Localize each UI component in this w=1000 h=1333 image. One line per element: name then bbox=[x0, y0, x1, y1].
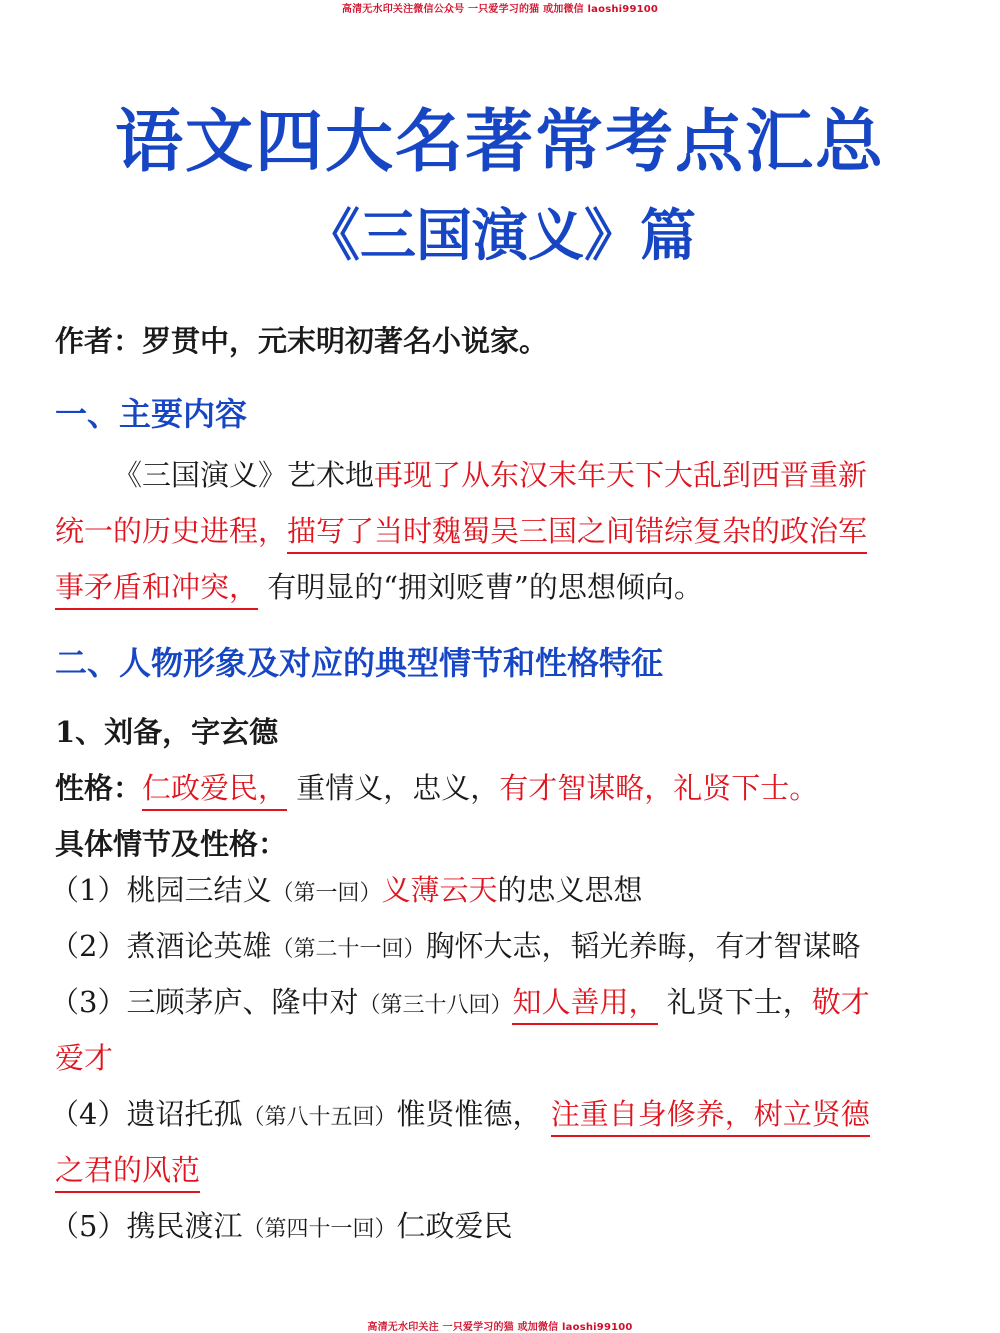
section1-plain: 《三国演义》艺术地 bbox=[113, 458, 375, 492]
plot-number: （2） bbox=[50, 929, 127, 963]
watermark-bottom: 高清无水印关注 一只爱学习的猫 或加微信 laoshi99100 bbox=[367, 1322, 633, 1333]
plot-item-continuation bbox=[55, 1142, 945, 1198]
section1-heading: 一、主要内容 bbox=[55, 395, 248, 433]
section1-plain: 有明显的“拥刘贬曹”的思想倾向。 bbox=[267, 570, 703, 604]
plot-number: （5） bbox=[50, 1209, 127, 1243]
plot-number: （1） bbox=[50, 873, 127, 907]
plot-name: 三顾茅庐、隆中对 bbox=[126, 985, 359, 1019]
plot-item bbox=[50, 918, 940, 978]
plot-plain: 礼贤下士， bbox=[666, 985, 812, 1019]
plot-item bbox=[50, 1086, 940, 1146]
character-title: 1、刘备，字玄德 bbox=[55, 715, 279, 749]
author-line bbox=[55, 313, 945, 369]
plot-item bbox=[50, 1198, 940, 1258]
plot-chapter: （第三十八回） bbox=[358, 993, 513, 1018]
page-title: 语文四大名著常考点汇总 bbox=[114, 103, 885, 182]
plot-name: 桃园三结义 bbox=[126, 873, 272, 907]
personality-red-underlined: 仁政爱民， bbox=[142, 771, 287, 811]
plot-chapter: （第八十五回） bbox=[242, 1105, 397, 1130]
section1-line3 bbox=[55, 559, 945, 615]
section1-line1 bbox=[55, 447, 945, 503]
plot-plain: 仁政爱民 bbox=[396, 1209, 513, 1243]
section1-red-underlined: 描写了当时魏蜀吴三国之间错综复杂的政治军 bbox=[287, 514, 867, 554]
plot-red: 义薄云天 bbox=[381, 873, 498, 907]
plot-red-underlined: 知人善用， bbox=[512, 985, 657, 1025]
plot-plain: 的忠义思想 bbox=[497, 873, 643, 907]
plot-item bbox=[50, 974, 940, 1034]
personality-label: 性格： bbox=[55, 771, 143, 805]
plot-chapter: （第四十一回） bbox=[242, 1217, 397, 1242]
plot-number: （4） bbox=[50, 1097, 127, 1131]
personality-line bbox=[55, 760, 945, 816]
plot-item bbox=[50, 862, 940, 922]
author-text: 罗贯中，元末明初著名小说家。 bbox=[142, 324, 549, 358]
plot-label: 具体情节及性格： bbox=[55, 827, 288, 861]
plot-number: （3） bbox=[50, 985, 127, 1019]
plot-name: 携民渡江 bbox=[126, 1209, 243, 1243]
plot-red: 爱才 bbox=[55, 1041, 114, 1075]
plot-name: 煮酒论英雄 bbox=[126, 929, 272, 963]
section1-red-underlined: 事矛盾和冲突， bbox=[55, 570, 258, 610]
section2-heading: 二、人物形象及对应的典型情节和性格特征 bbox=[55, 644, 664, 682]
plot-plain: 惟贤惟德， bbox=[396, 1097, 542, 1131]
plot-chapter: （第一回） bbox=[271, 881, 382, 906]
section1-line2 bbox=[55, 503, 945, 559]
plot-chapter: （第二十一回） bbox=[271, 937, 426, 962]
personality-red: 有才智谋略，礼贤下士。 bbox=[499, 771, 819, 805]
personality-plain: 重情义，忠义， bbox=[296, 771, 500, 805]
author-label: 作者： bbox=[55, 324, 143, 358]
plot-red-underlined: 注重自身修养，树立贤德 bbox=[551, 1097, 870, 1137]
plot-name: 遗诏托孤 bbox=[126, 1097, 243, 1131]
plot-plain: 胸怀大志，韬光养晦，有才智谋略 bbox=[425, 929, 861, 963]
plot-item-continuation bbox=[55, 1030, 945, 1086]
plot-red-underlined: 之君的风范 bbox=[55, 1153, 200, 1193]
page-subtitle: 《三国演义》篇 bbox=[304, 204, 696, 269]
section1-red: 再现了从东汉末年天下大乱到西晋重新 bbox=[374, 458, 868, 492]
plot-red: 敬才 bbox=[811, 985, 870, 1019]
section1-red: 统一的历史进程， bbox=[55, 514, 288, 548]
watermark-top: 高清无水印关注微信公众号 一只爱学习的猫 或加微信 laoshi99100 bbox=[341, 4, 659, 15]
